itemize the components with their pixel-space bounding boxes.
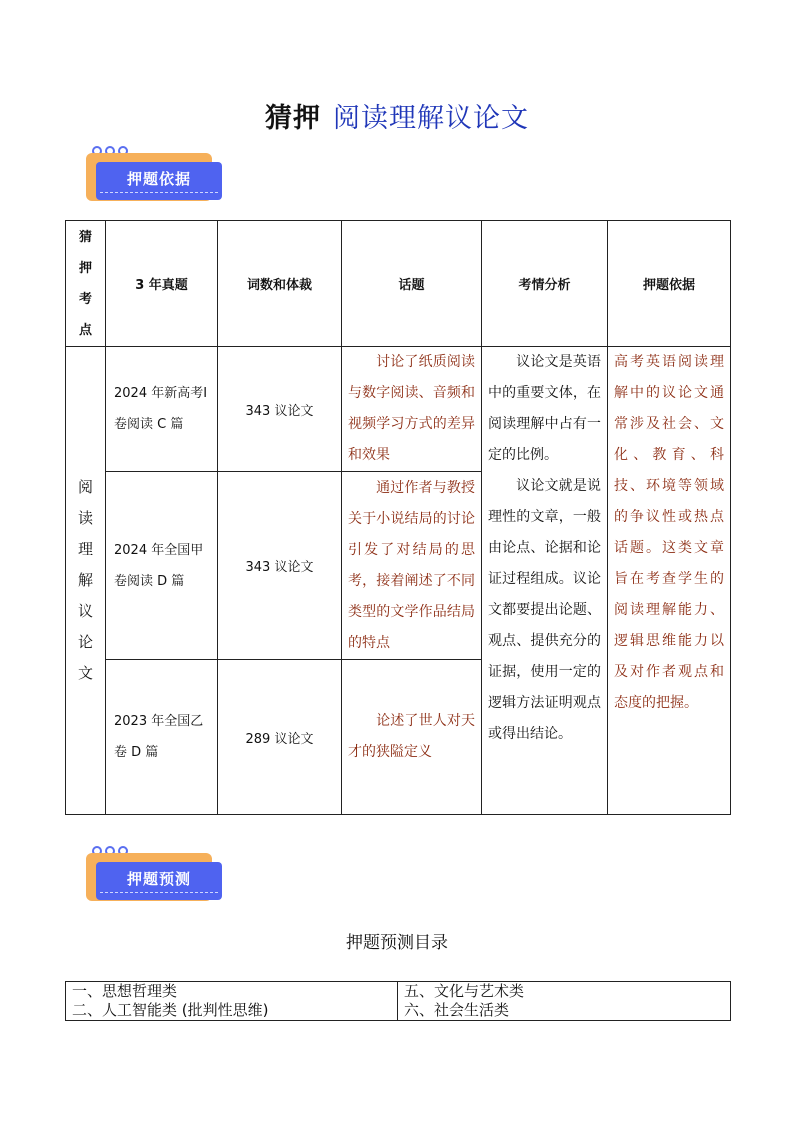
header-topic: 话题 [342,221,482,347]
toc-item: 五、文化与艺术类 [404,982,525,1000]
toc-row [66,982,731,1021]
title-main: 阅读理解议论文 [333,103,529,134]
section-label-prediction: 押题预测 [126,870,191,888]
header-analysis: 考情分析 [482,221,608,347]
topic-cell: 论述了世人对天才的狭隘定义 [342,660,482,815]
analysis-paragraph-1: 议论文是英语中的重要文体，在阅读理解中占有一定的比例。 [488,354,601,463]
title-prefix: 猜押 [265,103,321,134]
section-label-basis: 押题依据 [126,170,191,188]
analysis-cell [482,347,608,815]
section-badge-prediction [80,846,230,908]
toc-item: 二、人工智能类 (批判性思维) [72,1001,269,1019]
table-header-row [66,221,731,347]
topic-cell: 通过作者与教授关于小说结局的讨论引发了对结局的思考，接着阐述了不同类型的文学作品结局的特点 [342,472,482,660]
header-three-year: 3 年真题 [106,221,218,347]
basis-cell: 高考英语阅读理解中的议论文通常涉及社会、文化、教育、科技、环境等领域的争议性或热点话题。这类文章旨在考查学生的阅读理解能力、逻辑思维能力以及对作者观点和态度的把握。 [608,347,731,815]
header-words-genre: 词数和体裁 [218,221,342,347]
header-basis: 押题依据 [608,221,731,347]
toc-left-column [66,982,398,1021]
exam-basis-table [65,220,731,815]
year-source-cell: 2024 年新高考Ⅰ卷阅读 C 篇 [106,347,218,472]
year-source-cell: 2024 年全国甲卷阅读 D 篇 [106,472,218,660]
page-title [0,96,794,135]
count-genre-cell: 343 议论文 [218,347,342,472]
toc-table [65,981,731,1021]
analysis-paragraph-2: 议论文就是说理性的文章，一般由论点、论据和论证过程组成。议论文都要提出论题、观点、提供充分的证据，使用一定的逻辑方法证明观点或得出结论。 [488,478,601,742]
header-exam-point: 猜 押 考 点 [66,221,106,347]
table-row [66,347,731,472]
toc-right-column [398,982,731,1021]
toc-item: 六、社会生活类 [404,1001,510,1019]
toc-title: 押题预测目录 [346,933,448,953]
category-cell: 阅 读 理 解 议 论 文 [66,347,106,815]
year-source-cell: 2023 年全国乙卷 D 篇 [106,660,218,815]
topic-cell: 讨论了纸质阅读与数字阅读、音频和视频学习方式的差异和效果 [342,347,482,472]
toc-item: 一、思想哲理类 [72,982,178,1000]
section-badge-basis [80,146,230,208]
count-genre-cell: 289 议论文 [218,660,342,815]
count-genre-cell: 343 议论文 [218,472,342,660]
